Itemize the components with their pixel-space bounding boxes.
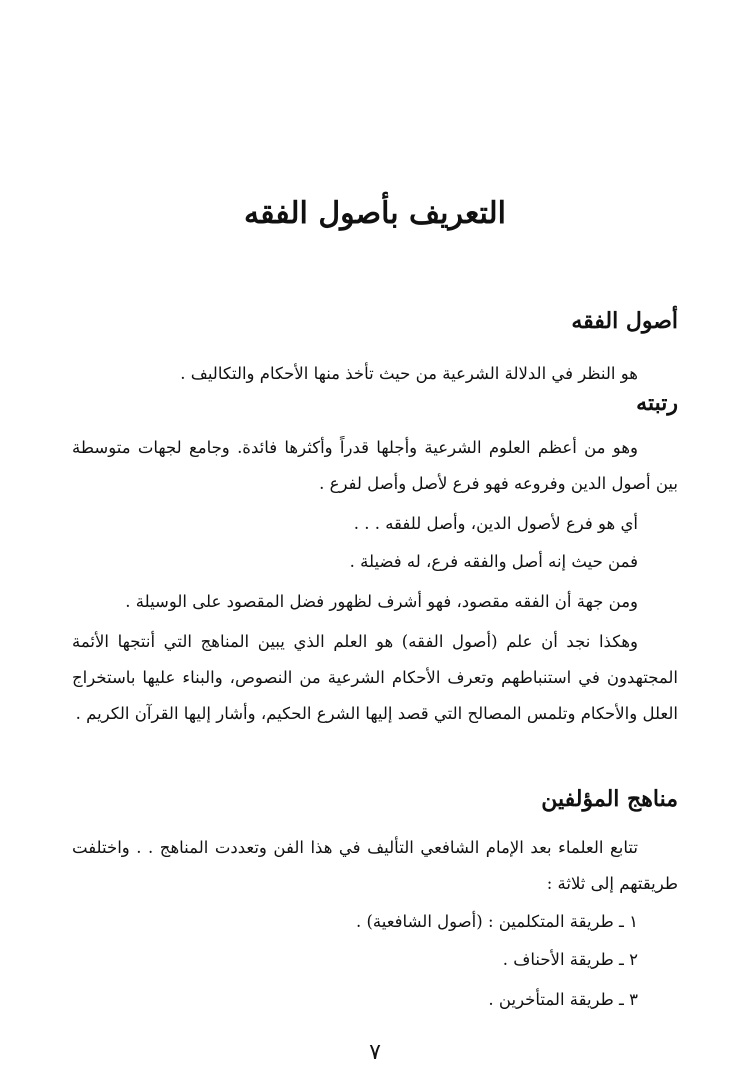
section-heading-rank: رتبته xyxy=(636,390,678,416)
paragraph-definition: هو النظر في الدلالة الشرعية من حيث تأخذ منها الأحكام والتكاليف . xyxy=(180,364,638,383)
paragraph-summary: وهكذا نجد أن علم (أصول الفقه) هو العلم الذي يبين المناهج التي أنتجها الأئمة المجتهدون في استنباطهم وتعرف الأحكام الشرعية من النصوص، والبناء عليها باستخراج العلل والأحكام وتلمس المصالح التي قصد إليها الشرع الحكيم، وأشار إليها القرآن الكريم . xyxy=(72,632,678,723)
paragraph-purpose: ومن جهة أن الفقه مقصود، فهو أشرف لظهور فضل المقصود على الوسيلة . xyxy=(125,592,638,611)
list-item: ٢ ـ طريقة الأحناف . xyxy=(502,950,638,969)
section-heading-methods: مناهج المؤلفين xyxy=(541,786,678,812)
section-heading-usul: أصول الفقه xyxy=(571,308,678,334)
paragraph-branch: أي هو فرع لأصول الدين، وأصل للفقه . . . xyxy=(353,514,638,533)
paragraph-virtue: فمن حيث إنه أصل والفقه فرع، له فضيلة . xyxy=(349,552,638,571)
page-title: التعريف بأصول الفقه xyxy=(243,196,507,231)
page-number: ٧ xyxy=(369,1040,381,1065)
paragraph-rank: وهو من أعظم العلوم الشرعية وأجلها قدراً وأكثرها فائدة. وجامع لجهات متوسطة بين أصول الدين وفروعه فهو فرع لأصل وأصل لفرع . xyxy=(72,438,678,493)
paragraph-methods: تتابع العلماء بعد الإمام الشافعي التأليف في هذا الفن وتعددت المناهج . . واختلفت طريقتهم إلى ثلاثة : xyxy=(72,838,678,893)
list-item: ١ ـ طريقة المتكلمين : (أصول الشافعية) . xyxy=(355,912,638,931)
list-item: ٣ ـ طريقة المتأخرين . xyxy=(488,990,638,1009)
